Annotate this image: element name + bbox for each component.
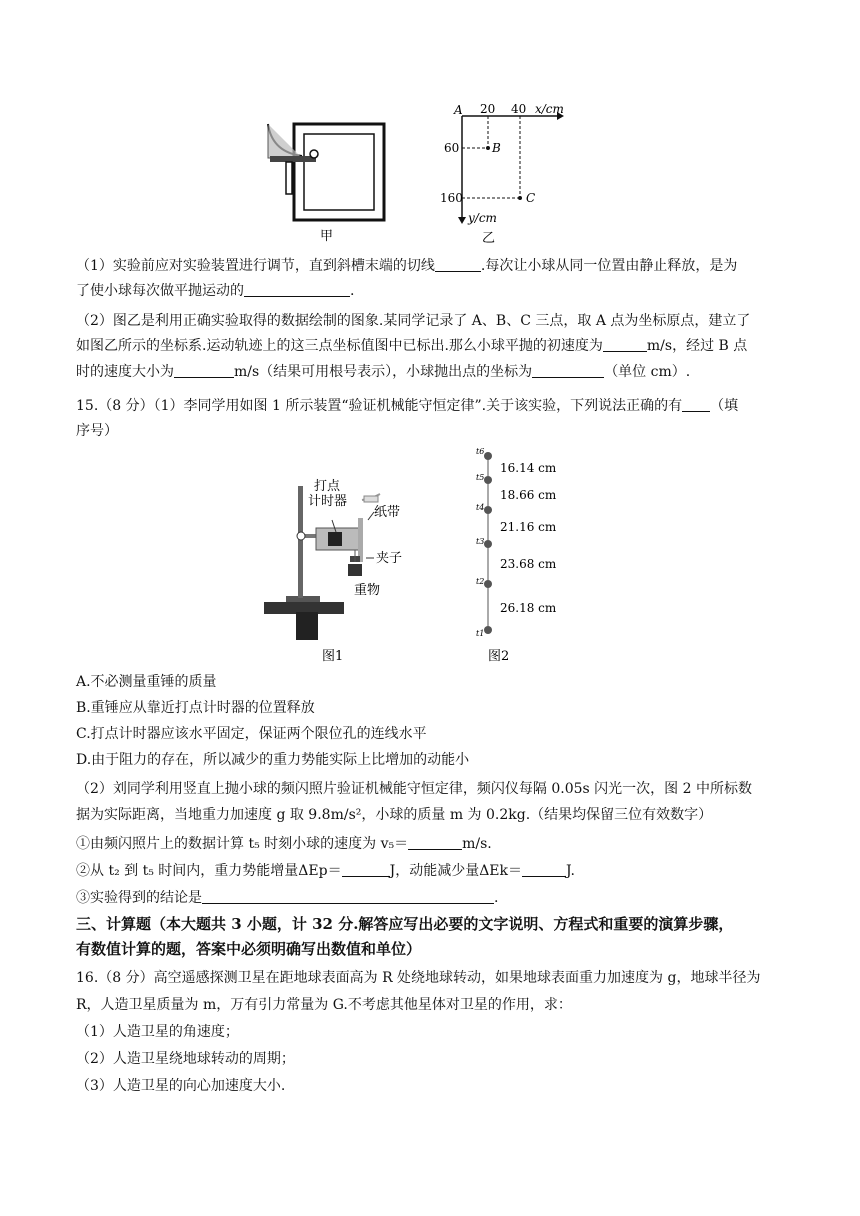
- answer-blank[interactable]: [435, 257, 481, 272]
- strobe-ball-t2: [476, 577, 492, 588]
- svg-text:t3: t3: [476, 537, 485, 546]
- strobe-ball-t4: [476, 503, 492, 514]
- q15-option-b: B.重锤应从靠近打点计时器的位置释放: [76, 700, 315, 716]
- distance-t3-t2: 23.68 cm: [500, 557, 557, 571]
- board-outer: [294, 124, 384, 220]
- q15-option-a: A.不必测量重锤的质量: [76, 674, 217, 690]
- q16-stem-1: 16.（8 分）高空遥感探测卫星在距地球表面高为 R 处绕地球转动，如果地球表面重力加速度为 g，地球半径为: [76, 970, 761, 986]
- figure-jia: [258, 118, 388, 243]
- q15-option-d: D.由于阻力的存在，所以减少的重力势能实际上比增加的动能小: [76, 752, 470, 768]
- q16-part-1: （1）人造卫星的角速度；: [76, 1024, 239, 1040]
- strobe-ball-t5: [476, 473, 492, 484]
- q15-part2-line-2: 据为实际距离，当地重力加速度 g 取 9.8m/s²，小球的质量 m 为 0.2kg.（结果均保留三位有效数字）: [76, 807, 713, 823]
- figure-jia-caption: 甲: [320, 229, 334, 243]
- rod: [298, 486, 303, 598]
- answer-blank[interactable]: [603, 337, 647, 352]
- y-axis-label: y/cm: [468, 211, 497, 225]
- q15-sub-1: ①由频闪照片上的数据计算 t₅ 时刻小球的速度为 v₅＝ m/s.: [76, 836, 492, 852]
- figure-yi: [440, 100, 580, 246]
- answer-blank[interactable]: [174, 363, 234, 378]
- figure-yi-caption: 乙: [482, 231, 496, 246]
- q16-part-2: （2）人造卫星绕地球转动的周期；: [76, 1051, 295, 1067]
- q14-line-5: 时的速度大小为 m/s（结果可用根号表示），小球抛出点的坐标为 （单位 cm）.: [76, 364, 691, 380]
- figure-1-caption: 图1: [322, 649, 344, 664]
- clip-label: 夹子: [376, 551, 403, 566]
- q16-stem-2: R，人造卫星质量为 m，万有引力常量为 G.不考虑其他星体对卫星的作用，求：: [76, 997, 572, 1013]
- answer-blank[interactable]: [342, 862, 390, 877]
- section-3-title-2: 有数值计算的题，答案中必须明确写出数值和单位）: [76, 940, 422, 958]
- answer-blank[interactable]: [244, 282, 350, 297]
- figure-2: [474, 446, 584, 666]
- origin-label: A: [454, 103, 463, 117]
- tape-label: 纸带: [374, 505, 401, 520]
- stand-post: [286, 162, 292, 194]
- q15-line-1: 15.（8 分）（1）李同学用如图 1 所示装置“验证机械能守恒定律”.关于该实验，下列说法正确的有 （填: [76, 398, 739, 414]
- q15-option-c: C.打点计时器应该水平固定，保证两个限位孔的连线水平: [76, 726, 427, 742]
- answer-blank[interactable]: [682, 397, 710, 412]
- q14-line-1: （1）实验前应对实验装置进行调节，直到斜槽末端的切线 .每次让小球从同一位置由静止释放，是为: [76, 258, 738, 274]
- answer-blank[interactable]: [202, 889, 494, 904]
- distance-t6-t5: 16.14 cm: [500, 461, 557, 475]
- answer-blank[interactable]: [532, 363, 604, 378]
- point-b-label: B: [492, 141, 501, 155]
- q15-sub-2: ②从 t₂ 到 t₅ 时间内，重力势能增量ΔEp＝ J，动能减少量ΔEk＝ J.: [76, 863, 575, 879]
- strobe-ball-t3: [476, 537, 492, 548]
- x-axis-label: x/cm: [535, 102, 564, 116]
- distance-t5-t4: 18.66 cm: [500, 488, 557, 502]
- q15-part2-line-1: （2）刘同学利用竖直上抛小球的频闪照片验证机械能守恒定律，频闪仪每隔 0.05s 闪光一次，图 2 中所标数: [76, 781, 752, 797]
- svg-text:t1: t1: [476, 629, 485, 638]
- q14-line-3: （2）图乙是利用正确实验取得的数据绘制的图象.某同学记录了 A、B、C 三点，取 A 点为坐标原点，建立了: [76, 313, 751, 329]
- weight-block: [348, 564, 362, 576]
- x-tick-40: 40: [511, 102, 527, 116]
- q14-line-2: 了使小球每次做平抛运动的 .: [76, 283, 355, 299]
- point-b: [486, 146, 490, 150]
- x-tick-20: 20: [480, 102, 496, 116]
- weight-label: 重物: [354, 583, 381, 598]
- q15-sub-3: ③实验得到的结论是 .: [76, 890, 499, 906]
- ball-icon: [310, 150, 318, 158]
- svg-text:t6: t6: [476, 447, 485, 456]
- point-c: [518, 196, 522, 200]
- timer-label-1: 打点: [314, 479, 341, 494]
- base-stand: [296, 612, 318, 640]
- strobe-ball-t1: [476, 626, 492, 638]
- point-c-label: C: [526, 191, 536, 205]
- q15-line-2: 序号）: [76, 423, 118, 439]
- answer-blank[interactable]: [522, 862, 566, 877]
- distance-t2-t1: 26.18 cm: [500, 601, 557, 615]
- y-tick-160: 160: [440, 191, 463, 205]
- q14-line-4: 如图乙所示的坐标系.运动轨迹上的这三点坐标值图中已标出.那么小球平抛的初速度为 m/s，经过 B 点: [76, 338, 748, 354]
- strobe-ball-t6: [476, 447, 492, 460]
- svg-text:t4: t4: [476, 503, 485, 512]
- answer-blank[interactable]: [408, 835, 462, 850]
- figure-2-caption: 图2: [488, 649, 510, 664]
- q16-part-3: （3）人造卫星的向心加速度大小.: [76, 1078, 286, 1094]
- board-inner: [304, 134, 374, 210]
- y-tick-60: 60: [444, 141, 460, 155]
- svg-text:t2: t2: [476, 577, 485, 586]
- figure-1: [258, 470, 428, 666]
- section-3-title-1: 三、计算题（本大题共 3 小题，计 32 分.解答应写出必要的文字说明、方程式和重要的演算步骤，: [76, 915, 734, 933]
- distance-t4-t3: 21.16 cm: [500, 520, 557, 534]
- timer-label-2: 计时器: [308, 494, 348, 509]
- svg-text:t5: t5: [476, 473, 485, 482]
- chute-base: [270, 156, 316, 162]
